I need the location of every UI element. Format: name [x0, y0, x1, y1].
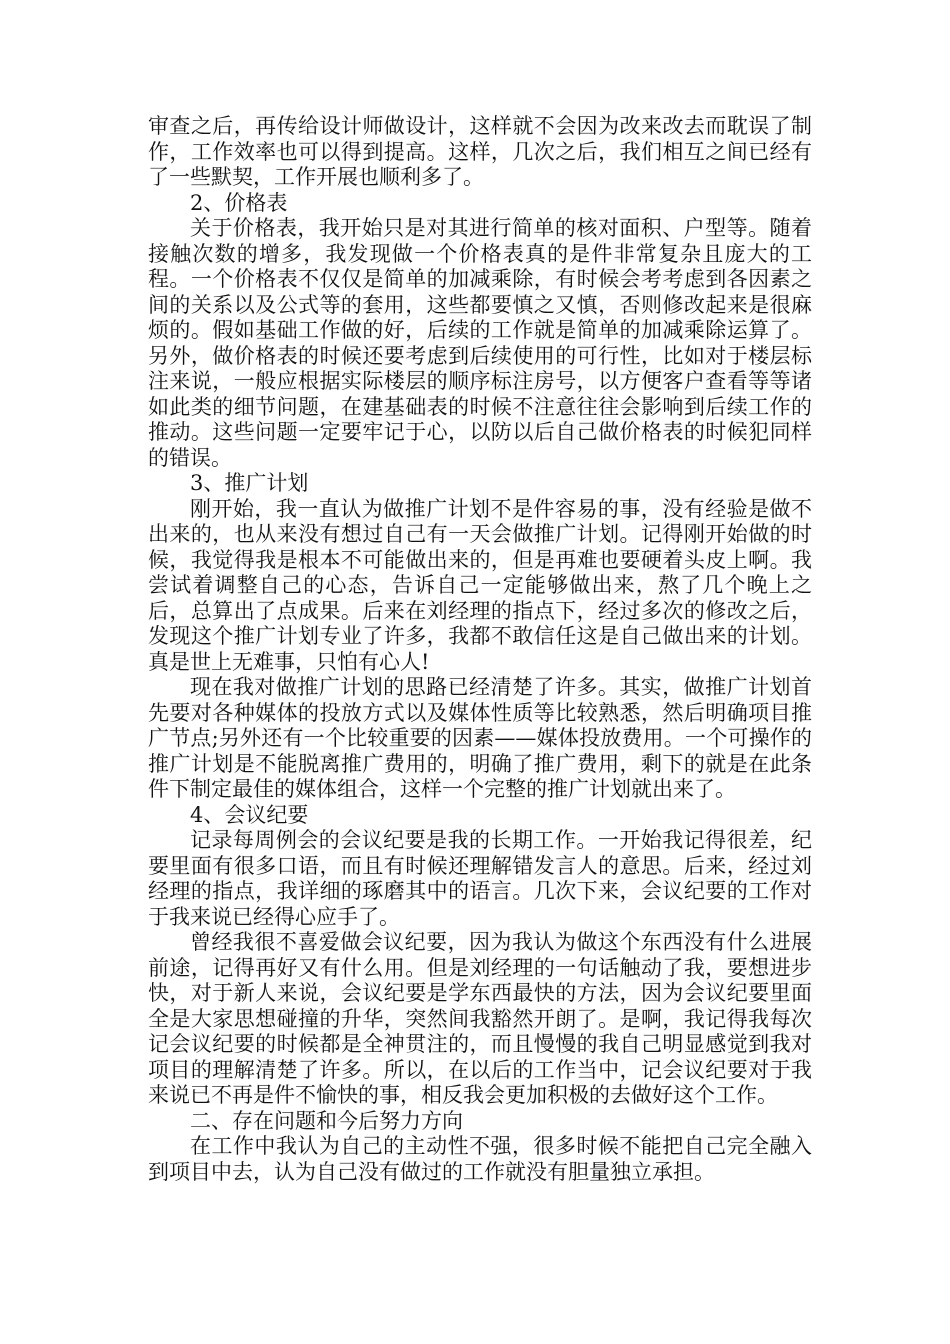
- paragraph-price-table: 关于价格表，我开始只是对其进行简单的核对面积、户型等。随着接触次数的增多，我发现做一个价格表真的是件非常复杂且庞大的工程。一个价格表不仅仅是简单的加减乘除，有时候会考考虑到各因素之间的关系以及公式等的套用，这些都要慎之又慎，否则修改起来是很麻烦的。假如基础工作做的好，后续的工作就是简单的加减乘除运算了。另外，做价格表的时候还要考虑到后续使用的可行性，比如对于楼层标注来说，一般应根据实际楼层的顺序标注房号，以方便客户查看等等诸如此类的细节问题，在建基础表的时候不注意往往会影响到后续工作的推动。这些问题一定要牢记于心，以防以后自己做价格表的时候犯同样的错误。: [148, 216, 812, 470]
- section-heading-price-table: 2、价格表: [190, 190, 288, 215]
- section-heading-promotion-plan: 3、推广计划: [190, 471, 309, 495]
- paragraph-promotion-plan-1: 刚开始，我一直认为做推广计划不是件容易的事，没有经验是做不出来的，也从来没有想过自己有一天会做推广计划。记得刚开始做的时候，我觉得我是根本不可能做出来的，但是再难也要硬着头皮上啊。我尝试着调整自己的心态，告诉自己一定能够做出来，熬了几个晚上之后，总算出了点成果。后来在刘经理的指点下，经过多次的修改之后，发现这个推广计划专业了许多，我都不敢信任这是自己做出来的计划。真是世上无难事，只怕有心人!: [148, 496, 812, 674]
- document-page: [148, 114, 812, 1185]
- paragraph-continuation: 审查之后，再传给设计师做设计，这样就不会因为改来改去而耽误了制作，工作效率也可以得到提高。这样，几次之后，我们相互之间已经有了一些默契，工作开展也顺利多了。: [148, 114, 812, 189]
- paragraph-problems: 在工作中我认为自己的主动性不强，很多时候不能把自己完全融入到项目中去，认为自己没有做过的工作就没有胆量独立承担。: [148, 1134, 812, 1184]
- paragraph-promotion-plan-2: 现在我对做推广计划的思路已经清楚了许多。其实，做推广计划首先要对各种媒体的投放方式以及媒体性质等比较熟悉，然后明确项目推广节点;另外还有一个比较重要的因素——媒体投放费用。一个可操作的推广计划是不能脱离推广费用的，明确了推广费用，剩下的就是在此条件下制定最佳的媒体组合，这样一个完整的推广计划就出来了。: [148, 675, 812, 801]
- section-heading-problems: 二、存在问题和今后努力方向: [190, 1108, 463, 1133]
- paragraph-meeting-minutes-1: 记录每周例会的会议纪要是我的长期工作。一开始我记得很差，纪要里面有很多口语，而且有时候还理解错发言人的意思。后来，经过刘经理的指点，我详细的琢磨其中的语言。几次下来，会议纪要的工作对于我来说已经得心应手了。: [148, 828, 812, 929]
- section-heading-meeting-minutes: 4、会议纪要: [190, 802, 309, 827]
- paragraph-meeting-minutes-2: 曾经我很不喜爱做会议纪要，因为我认为做这个东西没有什么进展前途，记得再好又有什么用。但是刘经理的一句话触动了我，要想进步快，对于新人来说，会议纪要是学东西最快的方法，因为会议纪要里面全是大家思想碰撞的升华，突然间我豁然开朗了。是啊，我记得我每次记会议纪要的时候都是全神贯注的，而且慢慢的我自己明显感觉到我对项目的理解清楚了许多。所以，在以后的工作当中，记会议纪要对于我来说已不再是件不愉快的事，相反我会更加积极的去做好这个工作。: [148, 930, 812, 1107]
